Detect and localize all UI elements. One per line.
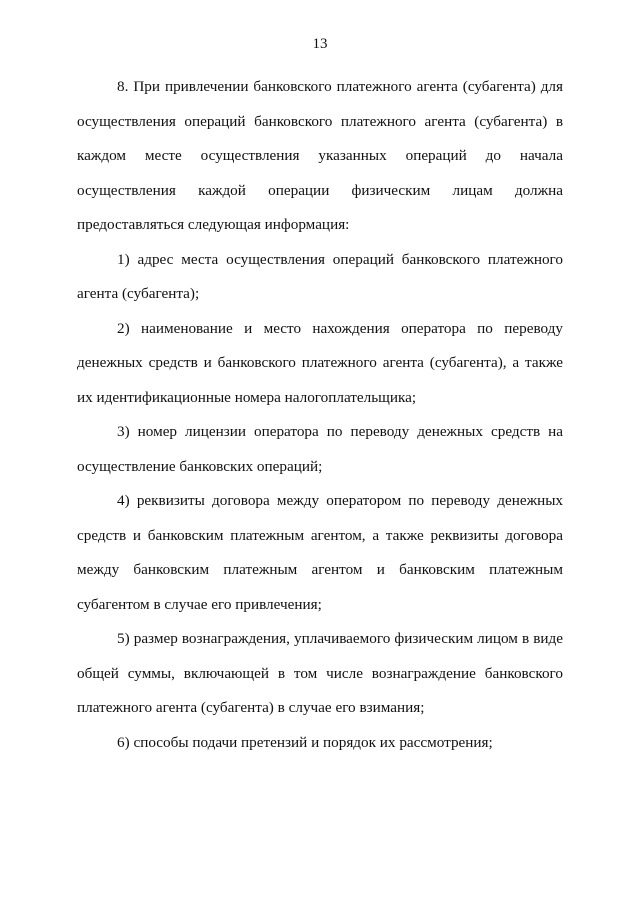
document-body <box>77 70 563 760</box>
list-item-1-address: 1) адрес места осуществления операций банковского платежного агента (субагента); <box>77 250 563 302</box>
list-item-5-fee-amount: 5) размер вознаграждения, уплачиваемого физическим лицом в виде общей суммы, включающей в том числе вознаграждение банковского платежного агента (субагента) в случае его взимания; <box>77 630 563 716</box>
list-item-4-contract-details: 4) реквизиты договора между оператором по переводу денежных средств и банковским платежным агентом, а также реквизиты договора между банковским платежным агентом и банковским платежным субагентом в случае его привлечения; <box>77 492 563 613</box>
list-item-2-operator-name: 2) наименование и место нахождения оператора по переводу денежных средств и банковского платежного агента (субагента), а также их идентификационные номера налогоплательщика; <box>77 319 563 406</box>
list-item-3-license-number: 3) номер лицензии оператора по переводу денежных средств на осуществление банковских операций; <box>77 423 563 475</box>
page-number: 13 <box>312 36 328 52</box>
paragraph-8-intro: 8. При привлечении банковского платежного агента (субагента) для осуществления операций банковского платежного агента (субагента) в каждом месте осуществления указанных операций до начала осуществления каждой операции физическим лицам должна предоставляться следующая информация: <box>77 78 563 233</box>
list-item-6-claims: 6) способы подачи претензий и порядок их рассмотрения; <box>117 733 493 751</box>
